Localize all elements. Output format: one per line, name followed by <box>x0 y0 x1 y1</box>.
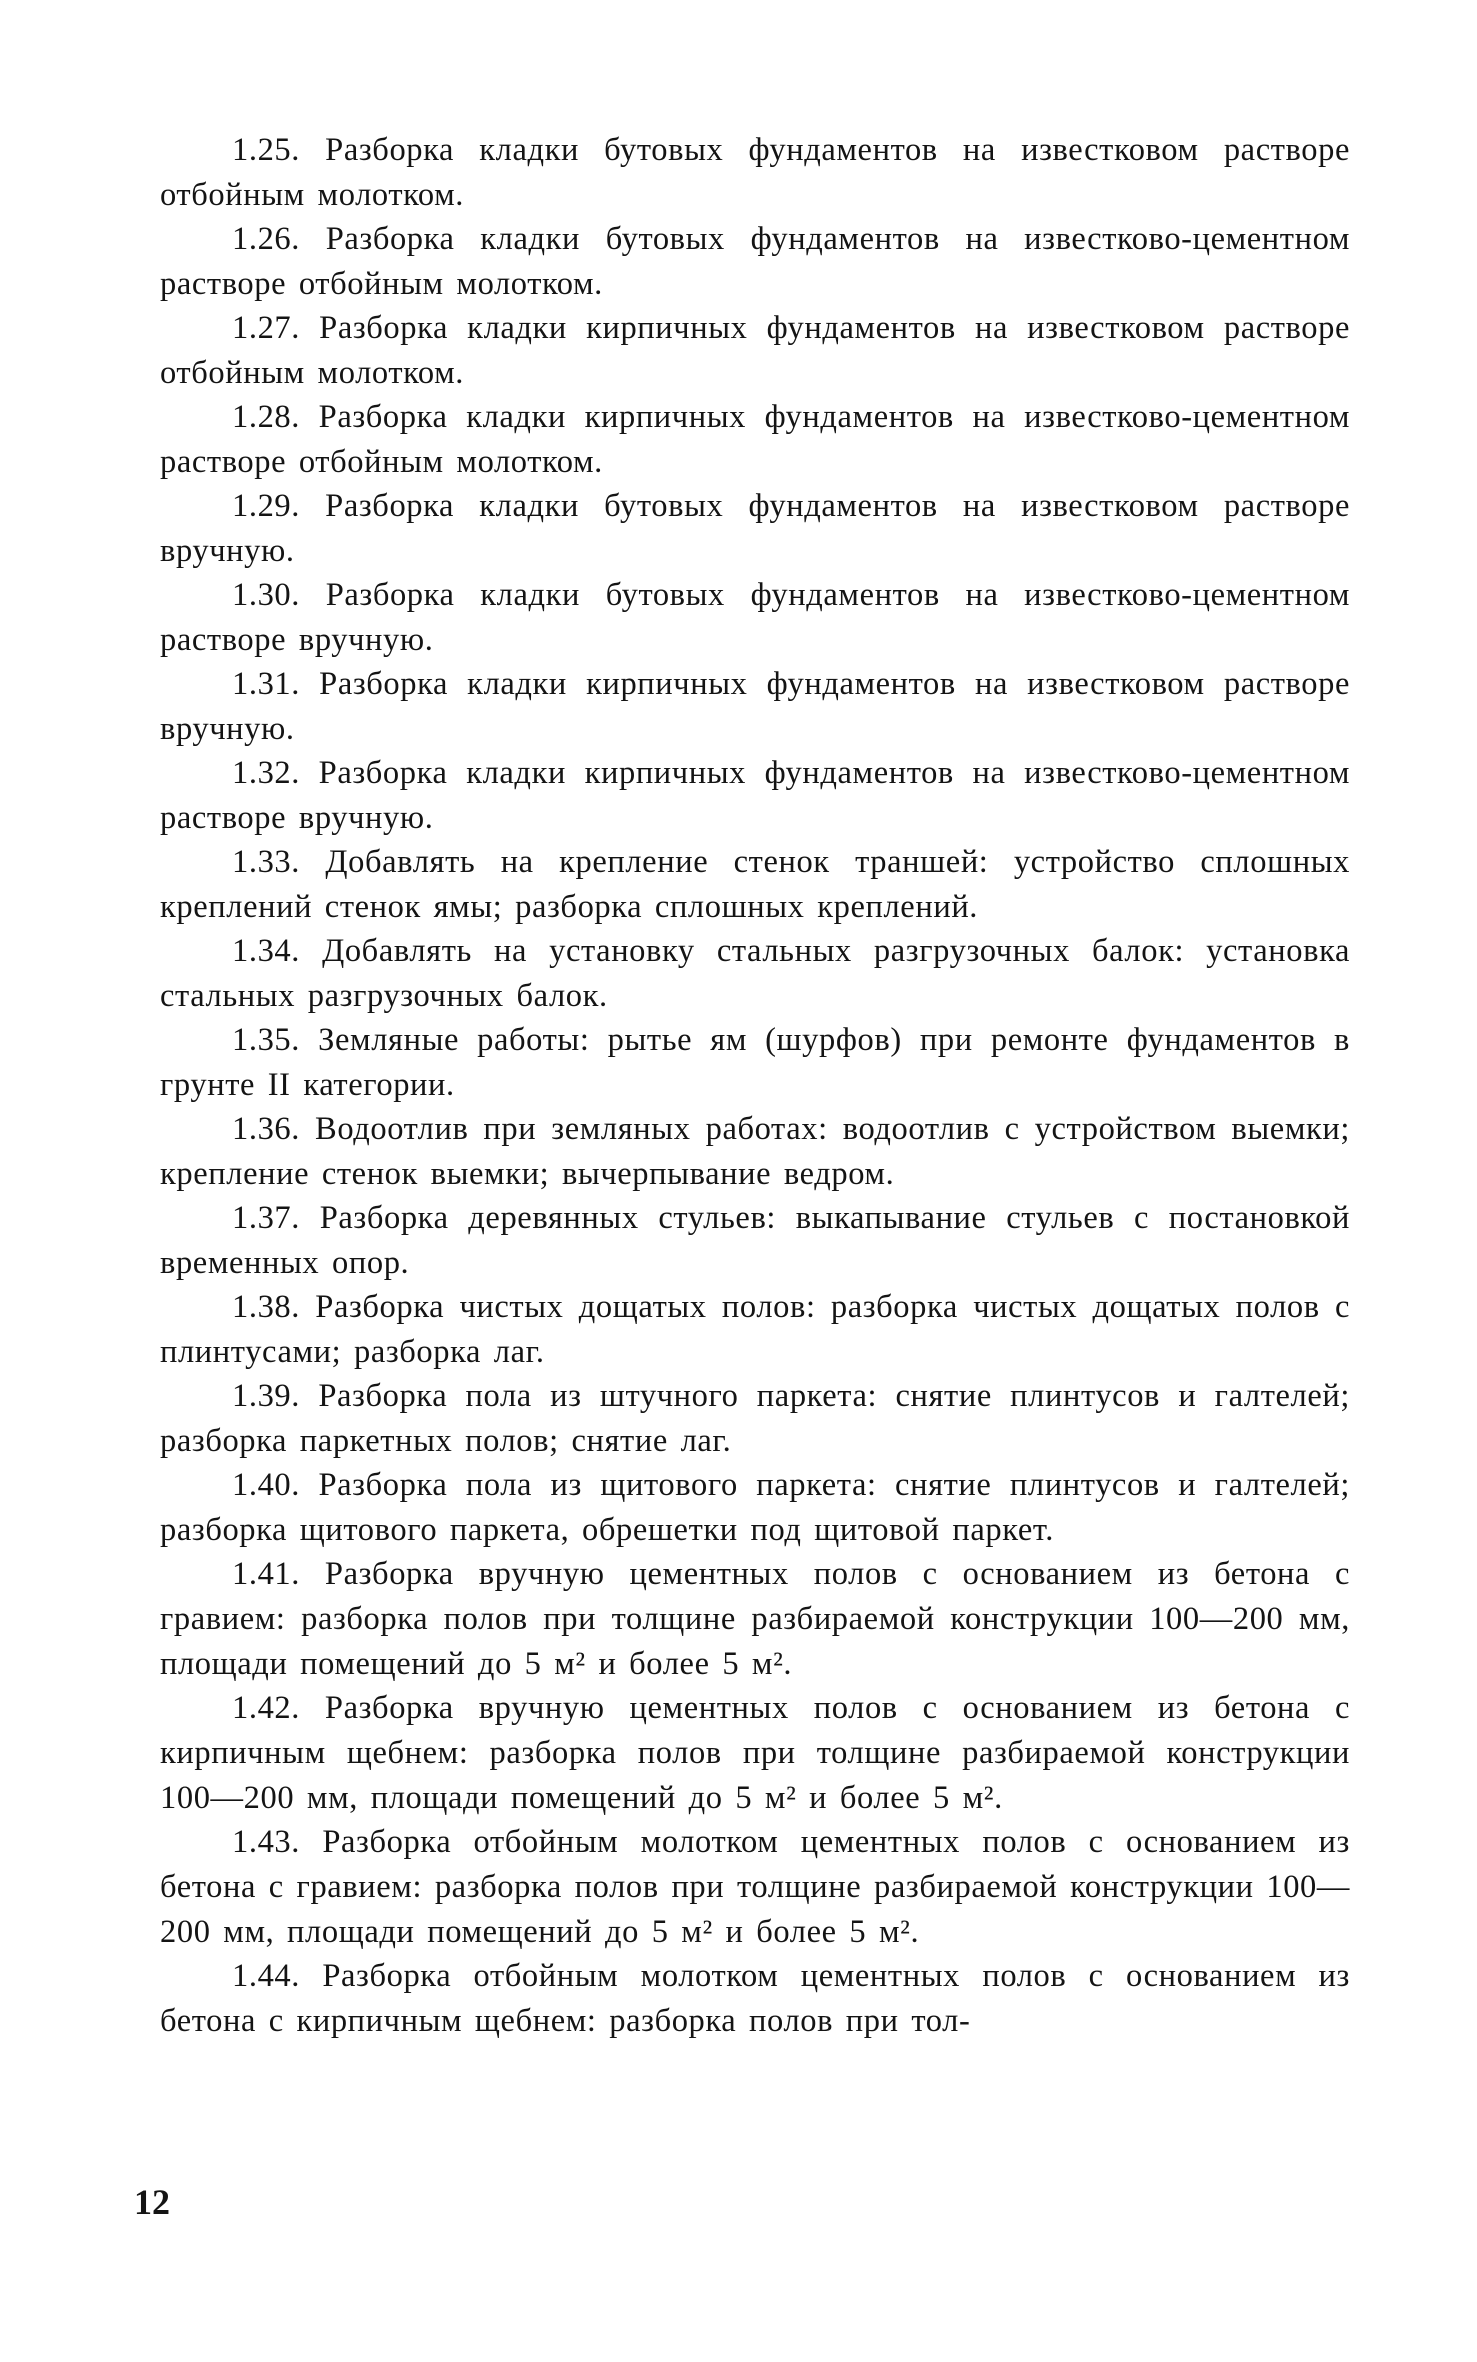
paragraph-1-28 <box>160 395 1350 485</box>
item-text: Разборка пола из щитового паркета: снятие плинтусов и галтелей; разборка щитового паркета, обрешетки под щитовой паркет. <box>160 1467 1351 1548</box>
item-text: Разборка вручную цементных полов с основанием из бетона с кирпичным щебнем: разборка полов при толщине разбираемой конструкции 100—200 мм, площади помещений до 5 м² и более 5 м². <box>160 1690 1351 1816</box>
item-number: 1.38. <box>232 1289 300 1325</box>
paragraph-1-29 <box>160 484 1350 574</box>
item-number: 1.31. <box>232 666 300 702</box>
paragraph-1-41 <box>160 1552 1350 1687</box>
item-text: Разборка кладки кирпичных фундаментов на известково-цементном растворе отбойным молотком. <box>160 399 1351 480</box>
item-number: 1.39. <box>232 1378 300 1414</box>
paragraph-1-35 <box>160 1018 1350 1108</box>
item-number: 1.41. <box>232 1556 300 1592</box>
item-text: Добавлять на крепление стенок траншей: устройство сплошных креплений стенок ямы; разборка сплошных креплений. <box>160 844 1350 925</box>
item-text: Разборка кладки бутовых фундаментов на известково-цементном растворе отбойным молотком. <box>160 221 1350 302</box>
item-number: 1.25. <box>232 132 300 168</box>
item-number: 1.27. <box>232 310 300 346</box>
item-number: 1.29. <box>232 488 300 524</box>
paragraph-1-43 <box>160 1820 1350 1955</box>
paragraph-1-42 <box>160 1686 1350 1821</box>
item-text: Разборка отбойным молотком цементных полов с основанием из бетона с кирпичным щебнем: разборка полов при тол- <box>160 1958 1350 2039</box>
item-text: Водоотлив при земляных работах: водоотлив с устройством выемки; крепление стенок выемки; вычерпывание ведром. <box>160 1111 1350 1192</box>
item-number: 1.32. <box>232 755 300 791</box>
paragraph-1-34 <box>160 929 1350 1019</box>
item-text: Разборка чистых дощатых полов: разборка чистых дощатых полов с плинтусами; разборка лаг. <box>160 1289 1350 1370</box>
paragraph-1-40 <box>160 1463 1350 1553</box>
paragraph-1-37 <box>160 1196 1350 1286</box>
paragraph-1-31 <box>160 662 1350 752</box>
item-number: 1.42. <box>232 1690 300 1726</box>
item-text: Разборка кладки бутовых фундаментов на известковом растворе вручную. <box>160 488 1350 569</box>
document-body <box>160 128 1350 2043</box>
item-number: 1.34. <box>232 933 300 969</box>
item-number: 1.35. <box>232 1022 300 1058</box>
item-text: Разборка кладки кирпичных фундаментов на известково-цементном растворе вручную. <box>160 755 1351 836</box>
item-number: 1.33. <box>232 844 300 880</box>
item-number: 1.28. <box>232 399 300 435</box>
item-number: 1.36. <box>232 1111 300 1147</box>
paragraph-1-33 <box>160 840 1350 930</box>
item-number: 1.26. <box>232 221 300 257</box>
item-text: Разборка кладки кирпичных фундаментов на известковом растворе вручную. <box>160 666 1350 747</box>
item-text: Разборка кладки кирпичных фундаментов на известковом растворе отбойным молотком. <box>160 310 1350 391</box>
paragraph-1-25 <box>160 128 1350 218</box>
item-text: Разборка деревянных стульев: выкапывание стульев с постановкой временных опор. <box>160 1200 1350 1281</box>
paragraph-1-32 <box>160 751 1350 841</box>
paragraph-1-38 <box>160 1285 1350 1375</box>
item-text: Земляные работы: рытье ям (шурфов) при ремонте фундаментов в грунте II категории. <box>160 1022 1350 1103</box>
item-text: Разборка кладки бутовых фундаментов на известковом растворе отбойным молотком. <box>160 132 1350 213</box>
item-text: Добавлять на установку стальных разгрузочных балок: установка стальных разгрузочных балок. <box>160 933 1350 1014</box>
item-number: 1.40. <box>232 1467 300 1503</box>
item-text: Разборка вручную цементных полов с основанием из бетона с гравием: разборка полов при толщине разбираемой конструкции 100—200 мм, площади помещений до 5 м² и более 5 м². <box>160 1556 1351 1682</box>
paragraph-1-39 <box>160 1374 1350 1464</box>
item-number: 1.44. <box>232 1958 300 1994</box>
paragraph-1-27 <box>160 306 1350 396</box>
paragraph-1-26 <box>160 217 1350 307</box>
item-number: 1.37. <box>232 1200 300 1236</box>
paragraph-1-36 <box>160 1107 1350 1197</box>
paragraph-1-44 <box>160 1954 1350 2044</box>
item-text: Разборка пола из штучного паркета: снятие плинтусов и галтелей; разборка паркетных полов; снятие лаг. <box>160 1378 1350 1459</box>
page-number: 12 <box>134 2182 170 2222</box>
item-number: 1.30. <box>232 577 300 613</box>
item-text: Разборка отбойным молотком цементных полов с основанием из бетона с гравием: разборка полов при толщине разбираемой конструкции 100—200 мм, площади помещений до 5 м² и более 5 м². <box>160 1824 1350 1950</box>
paragraph-1-30 <box>160 573 1350 663</box>
item-text: Разборка кладки бутовых фундаментов на известково-цементном растворе вручную. <box>160 577 1350 658</box>
item-number: 1.43. <box>232 1824 300 1860</box>
